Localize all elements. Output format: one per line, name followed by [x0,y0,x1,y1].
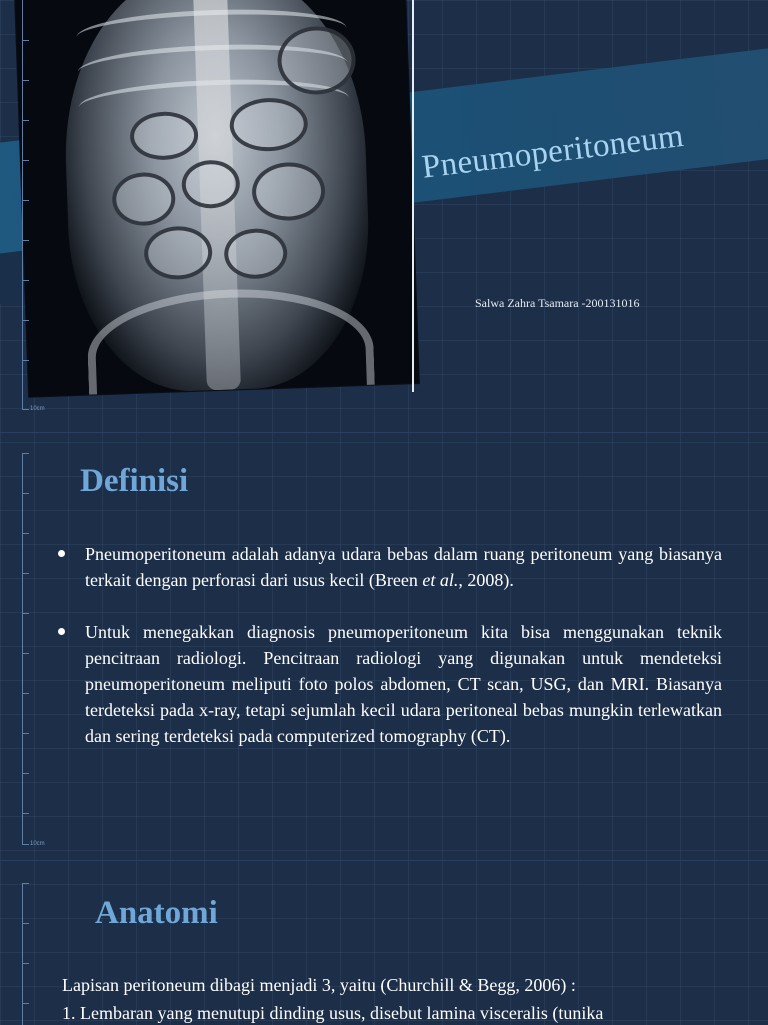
abdominal-xray-image [15,0,419,397]
title-slide [0,0,768,425]
section-heading-anatomi: Anatomi [95,895,218,931]
definition-list [58,541,722,775]
ruler-label: 10cm [30,841,45,847]
anatomy-item-1: 1. Lembaran yang menutupi dinding usus, disebut lamina visceralis (tunika [62,1003,604,1023]
ruler [22,883,32,1025]
bullet-icon [58,550,65,557]
bullet-icon [58,628,65,635]
list-item: Pneumoperitoneum adalah adanya udara bebas dalam ruang peritoneum yang biasanya terkait dengan perforasi dari usus kecil (Breen et al., 2008). [58,541,722,593]
image-border-line [412,0,414,392]
ruler [22,453,32,845]
author-name: Salwa Zahra Tsamara -200131016 [475,296,640,310]
definition-slide [0,432,768,853]
list-item: Untuk menegakkan diagnosis pneumoperitoneum kita bisa menggunakan teknik pencitraan radiologi. Pencitraan radiologi yang digunakan untuk mendeteksi pneumoperitoneum meliputi foto polos abdomen, CT scan, USG, dan MRI. Biasanya terdeteksi pada x-ray, tetapi sejumlah kecil udara peritoneal bebas mungkin terlewatkan dan sering terdeteksi pada computerized tomography (CT). [58,619,722,749]
anatomy-intro: Lapisan peritoneum dibagi menjadi 3, yaitu (Churchill & Begg, 2006) : [62,975,576,995]
presentation-title: Pneumoperitoneum [420,117,686,186]
ruler-label: 10cm [30,406,45,412]
ruler [22,0,32,410]
section-heading-definisi: Definisi [80,463,189,499]
anatomy-slide [0,860,768,1025]
anatomy-text [62,971,742,1025]
